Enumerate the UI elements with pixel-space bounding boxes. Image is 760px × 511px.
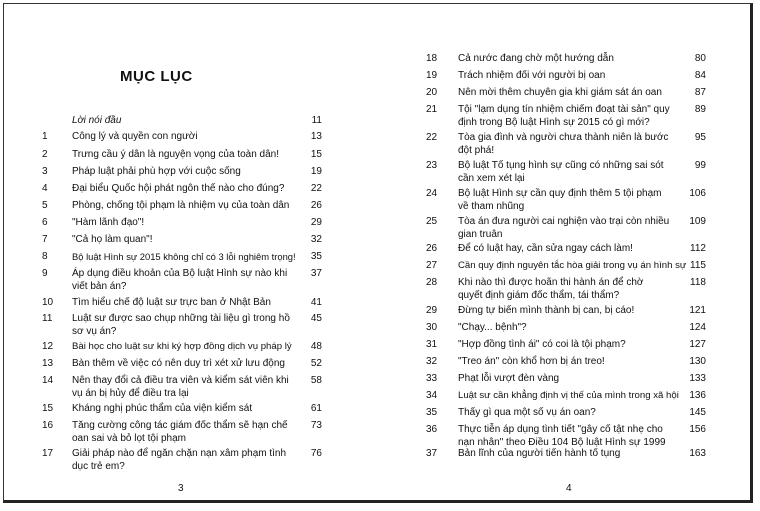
entry-number: 4 — [42, 183, 48, 194]
entry-number: 18 — [426, 53, 438, 64]
entry-text: Thực tiễn áp dụng tình tiết "gây cố tật nhẹ cho nạn nhân" theo Điều 104 Bộ luật Hình sự 1999 — [458, 424, 666, 448]
entry-number: 9 — [42, 268, 48, 279]
entry-page: 112 — [690, 243, 706, 254]
entry-text: Bàn thêm về việc có nên duy trì xét xử lưu động — [72, 358, 285, 369]
entry-text: Kháng nghị phúc thẩm của viện kiểm sát — [72, 403, 253, 414]
entry-page: 22 — [310, 183, 322, 194]
entry-text: Nên thay đổi cả điều tra viên và kiểm sát viên khi vụ án bị hủy để điều tra lại — [72, 375, 289, 399]
entry-text: Tìm hiểu chế độ luật sư trực ban ở Nhật Bản — [72, 297, 271, 308]
entry-text: Pháp luật phải phù hợp với cuộc sống — [72, 166, 241, 177]
entry-number: 34 — [426, 390, 438, 401]
entry-page: 35 — [310, 251, 322, 262]
entry-number: 3 — [42, 166, 48, 177]
entry-page: 37 — [310, 268, 322, 279]
entry-number: 30 — [426, 322, 438, 333]
entry-text: Trưng cầu ý dân là nguyện vọng của toàn dân! — [72, 149, 280, 160]
entry-page: 76 — [310, 448, 322, 459]
entry-number: 14 — [42, 375, 54, 386]
entry-number: 36 — [426, 424, 438, 435]
entry-number: 7 — [42, 234, 48, 245]
entry-number: 31 — [426, 339, 438, 350]
entry-page: 89 — [694, 104, 706, 115]
entry-number: 33 — [426, 373, 438, 384]
entry-number: 11 — [42, 313, 53, 324]
entry-page: 19 — [310, 166, 322, 177]
entry-text: Đại biểu Quốc hội phát ngôn thế nào cho đúng? — [72, 183, 285, 194]
entry-text: Phòng, chống tội phạm là nhiệm vụ của toàn dân — [72, 200, 290, 211]
entry-page: 15 — [310, 149, 322, 160]
entry-number: 35 — [426, 407, 438, 418]
page-number: 4 — [566, 483, 572, 494]
entry-page: 52 — [310, 358, 322, 369]
entry-page: 109 — [689, 216, 706, 227]
entry-number: 8 — [42, 251, 48, 262]
entry-text: Phạt lỗi vượt đèn vàng — [458, 373, 560, 384]
entry-text: "Hợp đồng tình ái" có coi là tội phạm? — [458, 339, 626, 350]
entry-page: 136 — [689, 390, 706, 401]
entry-page: 118 — [690, 277, 706, 288]
entry-text: "Cả họ làm quan"! — [72, 234, 153, 245]
entry-text: Công lý và quyền con người — [72, 131, 198, 142]
entry-text: Luật sư cần khẳng định vị thế của mình trong xã hội — [458, 390, 679, 401]
entry-text: Trách nhiệm đối với người bị oan — [458, 70, 606, 81]
entry-number: 32 — [426, 356, 438, 367]
entry-text: Tòa án đưa người cai nghiện vào trại còn nhiều gian truân — [458, 216, 670, 240]
entry-page: 163 — [689, 448, 706, 459]
entry-text: Áp dụng điều khoản của Bộ luật Hình sự nào khi viết bản án? — [72, 268, 288, 292]
entry-text: Bản lĩnh của người tiến hành tố tụng — [458, 448, 621, 459]
entry-text: Cần quy định nguyên tắc hòa giải trong vụ án hình sự — [458, 260, 687, 271]
entry-page: 99 — [694, 160, 706, 171]
entry-page: 58 — [310, 375, 322, 386]
entry-text: "Hàm lãnh đạo"! — [72, 217, 145, 228]
entry-page: 26 — [310, 200, 322, 211]
entry-number: 2 — [42, 149, 48, 160]
entry-page: 73 — [310, 420, 322, 431]
entry-text: Khi nào thì được hoãn thi hành án để chờ quyết định giám đốc thẩm, tái thẩm? — [458, 277, 644, 301]
entry-number: 15 — [42, 403, 54, 414]
entry-text: Tòa gia đình và người chưa thành niên là bước đột phá! — [458, 132, 669, 156]
entry-page: 80 — [694, 53, 706, 64]
entry-text: Bộ luật Hình sự cần quy định thêm 5 tội phạm về tham nhũng — [458, 188, 662, 212]
entry-page: 32 — [310, 234, 322, 245]
entry-number: 37 — [426, 448, 438, 459]
entry-page: 61 — [310, 403, 322, 414]
entry-text: Đừng tự biến mình thành bị can, bị cáo! — [458, 305, 635, 316]
entry-text: Luật sư được sao chụp những tài liệu gì trong hồ sơ vụ án? — [72, 313, 290, 337]
entry-text: Lời nói đầu — [72, 115, 122, 126]
entry-page: 29 — [310, 217, 322, 228]
entry-page: 45 — [310, 313, 322, 324]
entry-page: 13 — [310, 131, 322, 142]
entry-page: 156 — [689, 424, 706, 435]
entry-page: 84 — [694, 70, 706, 81]
entry-page: 11 — [311, 115, 322, 126]
entry-page: 130 — [689, 356, 706, 367]
entry-number: 23 — [426, 160, 438, 171]
entry-text: Tăng cường công tác giám đốc thẩm sẽ hạn chế oan sai và bỏ lọt tội phạm — [72, 420, 288, 444]
entry-page: 127 — [689, 339, 706, 350]
entry-number: 5 — [42, 200, 48, 211]
entry-number: 6 — [42, 217, 48, 228]
entry-text: Để có luật hay, cần sửa ngay cách làm! — [458, 243, 633, 254]
entry-page: 115 — [690, 260, 706, 271]
entry-number: 13 — [42, 358, 54, 369]
entry-text: Giải pháp nào để ngăn chặn nạn xâm phạm tình dục trẻ em? — [72, 448, 287, 472]
entry-text: Bộ luật Hình sự 2015 không chỉ có 3 lỗi nghiêm trọng! — [72, 251, 296, 262]
entry-number: 12 — [42, 341, 54, 352]
entry-number: 21 — [426, 104, 438, 115]
entry-page: 87 — [694, 87, 706, 98]
entry-number: 25 — [426, 216, 438, 227]
entry-number: 1 — [42, 131, 48, 142]
entry-number: 19 — [426, 70, 438, 81]
entry-number: 10 — [42, 297, 54, 308]
entry-page: 145 — [689, 407, 706, 418]
entry-number: 27 — [426, 260, 438, 271]
entry-page: 121 — [689, 305, 706, 316]
entry-text: Thấy gì qua một số vụ án oan? — [458, 407, 596, 418]
entry-page: 48 — [310, 341, 322, 352]
entry-number: 29 — [426, 305, 438, 316]
entry-text: Bài học cho luật sư khi ký hợp đồng dịch vụ pháp lý — [72, 341, 292, 352]
entry-number: 22 — [426, 132, 438, 143]
entry-text: "Chạy... bệnh"? — [458, 322, 527, 333]
entry-number: 26 — [426, 243, 438, 254]
entry-text: "Treo án" còn khổ hơn bị án treo! — [458, 356, 605, 367]
entry-number: 28 — [426, 277, 438, 288]
entry-page: 106 — [689, 188, 706, 199]
entry-page: 95 — [694, 132, 706, 143]
entry-page: 41 — [310, 297, 322, 308]
entry-text: Bộ luật Tố tụng hình sự cũng có những sai sót cần xem xét lại — [458, 160, 664, 184]
entry-page: 133 — [689, 373, 706, 384]
book-spread — [3, 3, 753, 503]
entry-number: 17 — [42, 448, 54, 459]
entry-number: 16 — [42, 420, 54, 431]
entry-number: 24 — [426, 188, 438, 199]
page-number: 3 — [178, 483, 184, 494]
toc-title: MỤC LỤC — [120, 68, 193, 85]
entry-page: 124 — [689, 322, 706, 333]
entry-text: Nên mời thêm chuyên gia khi giám sát án oan — [458, 87, 662, 98]
entry-text: Tội "lạm dụng tín nhiệm chiếm đoạt tài sản" quy định trong Bộ luật Hình sự 2015 có gì mới? — [458, 104, 670, 128]
entry-number: 20 — [426, 87, 438, 98]
entry-text: Cả nước đang chờ một hướng dẫn — [458, 53, 614, 64]
